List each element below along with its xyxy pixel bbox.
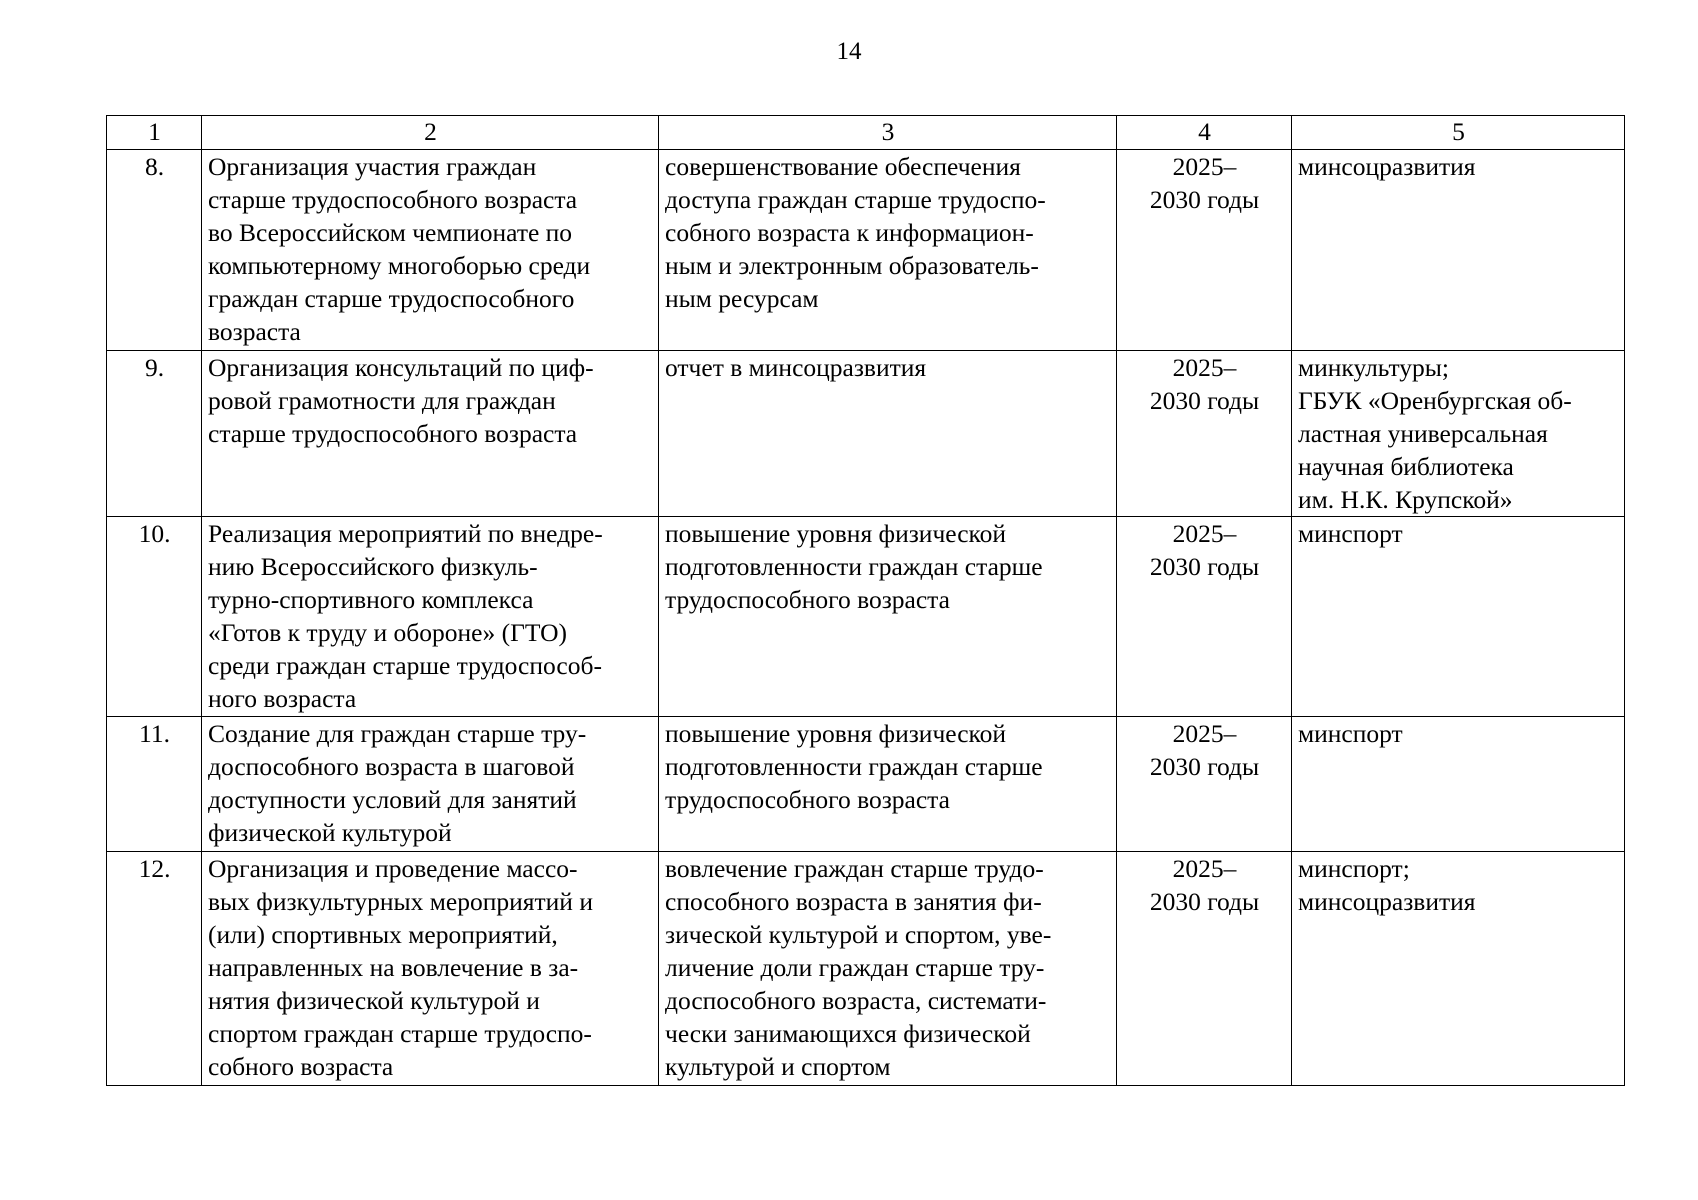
table-row	[107, 852, 1625, 1086]
activity-cell: Создание для граждан старше тру- доспособного возраста в шаговой доступности условий для занятий физической культурой	[202, 717, 659, 852]
table-row	[107, 517, 1625, 717]
period-cell: 2025– 2030 годы	[1117, 150, 1292, 351]
row-number: 10.	[107, 517, 202, 717]
period-cell: 2025– 2030 годы	[1117, 717, 1292, 852]
row-number: 8.	[107, 150, 202, 351]
period-cell: 2025– 2030 годы	[1117, 351, 1292, 517]
result-cell: повышение уровня физической подготовленности граждан старше трудоспособного возраста	[659, 717, 1117, 852]
table-header-row	[107, 116, 1625, 150]
executor-cell: минспорт; минсоцразвития	[1292, 852, 1625, 1086]
activity-cell: Организация участия граждан старше трудоспособного возраста во Всероссийском чемпионате по компьютерному многоборью среди граждан старше трудоспособного возраста	[202, 150, 659, 351]
executor-cell: минспорт	[1292, 717, 1625, 852]
header-col-1: 1	[107, 116, 202, 150]
header-col-5: 5	[1292, 116, 1625, 150]
executor-cell: минсоцразвития	[1292, 150, 1625, 351]
period-cell: 2025– 2030 годы	[1117, 517, 1292, 717]
row-number: 12.	[107, 852, 202, 1086]
row-number: 11.	[107, 717, 202, 852]
row-number: 9.	[107, 351, 202, 517]
result-cell: вовлечение граждан старше трудо- способного возраста в занятия фи- зической культурой и спортом, уве- личение доли граждан старше тру- доспособного возраста, системати- чески занимающихся физической культурой и спортом	[659, 852, 1117, 1086]
executor-cell: минспорт	[1292, 517, 1625, 717]
table-row	[107, 351, 1625, 517]
executor-cell: минкультуры; ГБУК «Оренбургская об- ластная универсальная научная библиотека им. Н.К. Крупской»	[1292, 351, 1625, 517]
header-col-3: 3	[659, 116, 1117, 150]
page-number: 14	[836, 38, 862, 65]
table-row	[107, 717, 1625, 852]
measures-table	[106, 115, 1625, 1086]
period-cell: 2025– 2030 годы	[1117, 852, 1292, 1086]
result-cell: повышение уровня физической подготовленности граждан старше трудоспособного возраста	[659, 517, 1117, 717]
activity-cell: Организация и проведение массо- вых физкультурных мероприятий и (или) спортивных мероприятий, направленных на вовлечение в за- нятия физической культурой и спортом граждан старше трудоспо- собного возраста	[202, 852, 659, 1086]
header-col-2: 2	[202, 116, 659, 150]
activity-cell: Реализация мероприятий по внедре- нию Всероссийского физкуль- турно-спортивного комплекса «Готов к труду и обороне» (ГТО) среди граждан старше трудоспособ- ного возраста	[202, 517, 659, 717]
header-col-4: 4	[1117, 116, 1292, 150]
result-cell: совершенствование обеспечения доступа граждан старше трудоспо- собного возраста к информацион- ным и электронным образователь- ным ресурсам	[659, 150, 1117, 351]
activity-cell: Организация консультаций по циф- ровой грамотности для граждан старше трудоспособного возраста	[202, 351, 659, 517]
table-row	[107, 150, 1625, 351]
result-cell: отчет в минсоцразвития	[659, 351, 1117, 517]
